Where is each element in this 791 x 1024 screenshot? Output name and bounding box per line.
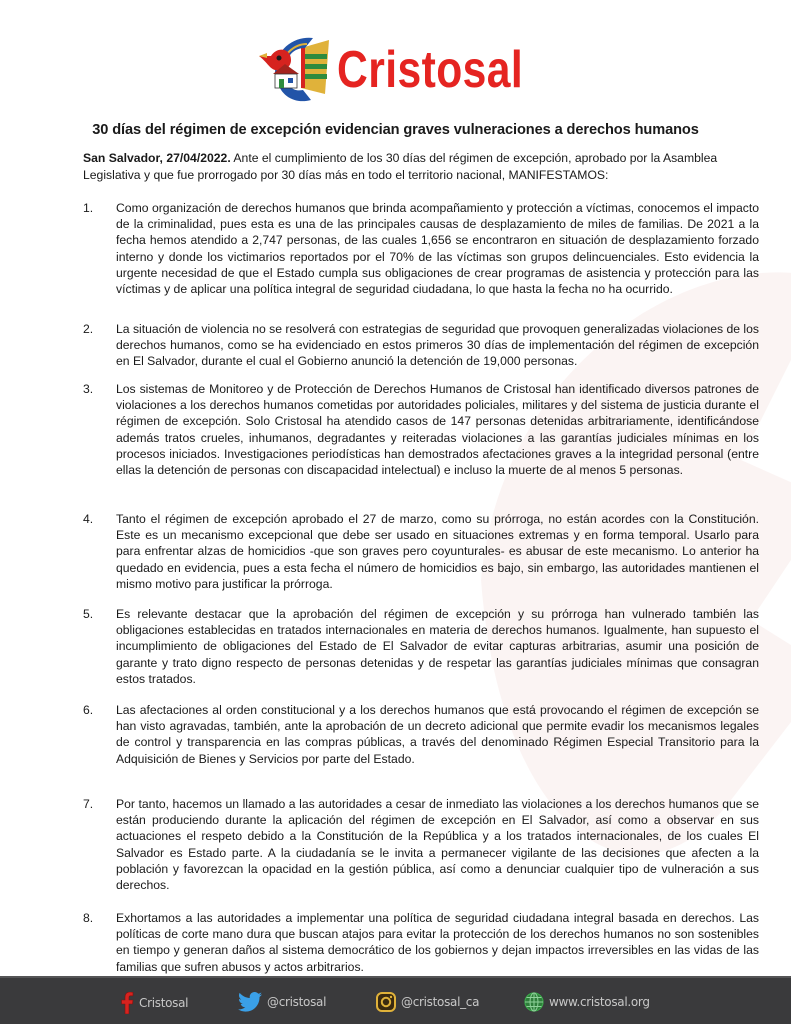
cristosal-logo[interactable] <box>257 34 564 106</box>
list-item-text: Es relevante destacar que la aprobación del régimen de excepción y su prórroga han vulnerado también las obligaciones establecidas en tratados internacionales en materia de derechos humanos. Igualmente, han supuesto el incumplimiento de obligaciones del Estado de El Salvador de evitar capturas arbitrarias, asumir una posición de garante y trato digno respecto de personas detenidas y de respetar las garantías judiciales mínimas que consagran estos tratados. <box>116 607 759 686</box>
list-item-text: Por tanto, hacemos un llamado a las autoridades a cesar de inmediato las violaciones a los derechos humanos que se están produciendo durante la aplicación del régimen de excepción en El Salvador, así como a observar en sus actuaciones el respeto debido a la Constitución de la República y a los tratados internacionales, de los cuales El Salvador es Estado parte. A la ciudadanía se le invita a permanecer vigilante de las decisiones que afecten a la población y favorezcan la opacidad en la gestión pública, así como a denunciar cualquier tipo de vulneración a sus derechos. <box>116 797 759 893</box>
list-item-text: Exhortamos a las autoridades a implementar una política de seguridad ciudadana integral basada en derechos. Las políticas de corte mano dura que buscan atajos para evitar la protección de los derechos humanos no son sostenibles en tiempo y generan daños al sistema democrático de los gobiernos y dejan impactos irreversibles en las vidas de las familias que sufren abusos y actos arbitrarios. <box>116 911 759 974</box>
list-item-number: 3. <box>83 382 94 396</box>
list-item <box>83 381 759 478</box>
list-item <box>83 200 759 297</box>
list-item <box>83 511 759 592</box>
instagram-link[interactable] <box>376 992 479 1012</box>
twitter-link[interactable] <box>238 992 326 1012</box>
list-item-text: Las afectaciones al orden constitucional y a los derechos humanos que está provocando el régimen de excepción se han visto agravadas, también, ante la aprobación de un decreto adicional que permite evadir los mecanismos legales de control y transparencia en las compras públicas, a través del denominado Régimen Especial Transitorio para la Adquisición de Bienes y Servicios por parte del Estado. <box>116 703 759 766</box>
header <box>0 22 791 112</box>
brand-name: Cristosal <box>337 41 524 99</box>
twitter-icon <box>238 992 262 1012</box>
instagram-icon <box>376 992 396 1012</box>
list-item <box>83 702 759 767</box>
intro-text: Ante el cumplimiento de los 30 días del régimen de excepción, aprobado por la Asamblea Legislativa y que fue prorrogado por 30 días más en todo el territorio nacional, MANIFESTAMOS: <box>83 151 718 182</box>
list-item-text: La situación de violencia no se resolverá con estrategias de seguridad que provoquen generalizadas violaciones de los derechos humanos, como se ha evidenciado en estos primeros 30 días de implementación del régimen de excepción en El Salvador, durante el cual el Gobierno anunció la detención de 19,000 personas. <box>116 322 759 369</box>
list-item-number: 1. <box>83 201 94 215</box>
intro-location-date: San Salvador, 27/04/2022. <box>83 151 231 165</box>
instagram-label: @cristosal_ca <box>401 995 480 1009</box>
swallow-bird-logo-icon <box>257 34 333 106</box>
document-title: 30 días del régimen de excepción evidencian graves vulneraciones a derechos humanos <box>92 122 699 138</box>
facebook-icon <box>120 992 134 1014</box>
list-item-number: 7. <box>83 797 94 811</box>
list-item <box>83 606 759 687</box>
list-item-number: 6. <box>83 703 94 717</box>
globe-icon <box>524 992 544 1012</box>
list-item-text: Tanto el régimen de excepción aprobado el 27 de marzo, como su prórroga, no están acordes con la Constitución. Este es un mecanismo excepcional que debe ser usado en situaciones extremas y en forma temporal. Usarlo para para enfrentar alzas de homicidios -que son graves pero coyunturales- es abusar de este mecanismo. Lo anterior ha quedado en evidencia, pues a esta fecha el número de homicidios es bajo, sin embargo, las autoridades mantienen el mismo motivo para justificar la prórroga. <box>116 512 759 591</box>
intro-paragraph <box>83 150 759 184</box>
facebook-link[interactable] <box>120 992 188 1014</box>
list-item-text: Los sistemas de Monitoreo y de Protección de Derechos Humanos de Cristosal han identificado diversos patrones de violaciones a los derechos humanos cometidas por autoridades policiales, militares y del sistema de justicia durante el régimen de excepción. Solo Cristosal ha atendido casos de 147 personas detenidas arbitrariamente, identificándose además tratos crueles, inhumanos, degradantes y reiteradas violaciones a las garantías judiciales mínimas en los procesos iniciados. Investigaciones periodísticas han demostrados afectaciones graves a la integridad personal (entre ellas la detención de personas con discapacidad intelectual) e incluso la muerte de al menos 5 personas. <box>116 382 759 478</box>
list-item-text: Como organización de derechos humanos que brinda acompañamiento y protección a víctimas, conocemos el impacto de la criminalidad, pues esta es una de las principales causas de desplazamiento de miles de familias. De 2021 a la fecha hemos atendido a 2,747 personas, de las cuales 1,656 se encontraron en situación de desplazamiento forzado interno y donde los victimarios reportados por el 70% de las víctimas son grupos delincuenciales. Esto evidencia la urgente necesidad de que el Estado cumpla sus obligaciones de crear programas de asistencia y protección para las víctimas y de aplicar una política integral de seguridad ciudadana, lo que hasta la fecha no ha ocurrido. <box>116 201 759 297</box>
list-item-number: 2. <box>83 322 94 336</box>
website-label: www.cristosal.org <box>549 995 650 1009</box>
list-item-number: 5. <box>83 607 94 621</box>
list-item-number: 4. <box>83 512 94 526</box>
list-item-number: 8. <box>83 911 94 925</box>
list-item <box>83 910 759 975</box>
list-item <box>83 321 759 370</box>
facebook-label: Cristosal <box>139 996 189 1010</box>
website-link[interactable] <box>524 992 650 1012</box>
twitter-label: @cristosal <box>267 995 327 1009</box>
list-item <box>83 796 759 893</box>
footer <box>0 976 791 1024</box>
